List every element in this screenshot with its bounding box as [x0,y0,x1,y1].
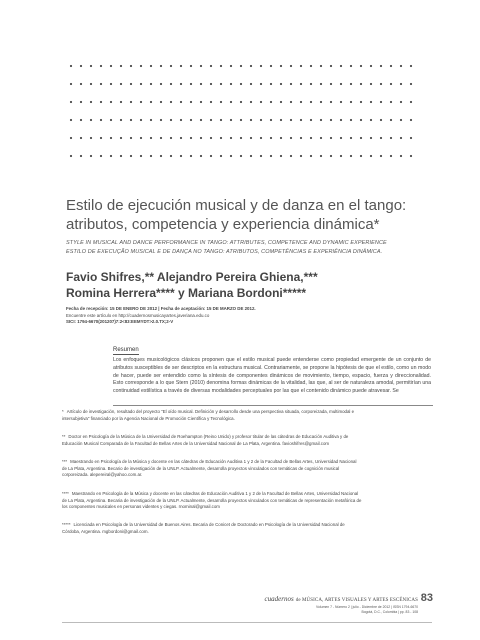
article-title: Estilo de ejecución musical y de danza en el tango: atributos, competencia y experiencia dinámica* [66,197,407,233]
footnote-text: Doctor en Psicología de la Música de la Universidad de Roehampton (Reino Unido) y profesor titular de las cátedras de Educación Auditiva y de Educación Musical Comparada de la Facultad de Bellas Artes de la Universidad Nacional de La Plata, Argentina. favioshifres@gmail.com [62,434,349,446]
footnote-mark: ***** [62,522,71,527]
dot-rule [66,82,416,86]
footnote-mark: **** [62,491,69,496]
footnote [62,459,362,479]
sici-line: SICI: 1794-6670(201207)7:2<83:EEMYDT>2.0.TX;2-V [66,319,174,324]
footnote-mark: * [62,409,64,414]
dates-line: Fecha de recepción: 15 DE ENERO DE 2012 | Fecha de aceptación: 15 DE MARZO DE 2012. [66,306,256,311]
abstract-heading: Resumen [113,347,139,353]
abstract-body: Los enfoques musicológicos clásicos proponen que el estilo musical puede entenderse como propiedad emergente de un conjunto de atributos susceptibles de ser descriptos en la estructura musical. Contrariamente, se propone la hipótesis de que el estilo, como un modo de hacer, puede ser entendido como la síntesis de componentes dinámicos de movimiento, tiempo, espacio, fuerza y direccionalidad. Esto corresponde a lo que Stern (2010) denomina formas dinámicas de la vitalidad, las que, al ser de naturaleza amodal, permitirían una continuidad estilística a través de diversas modalidades perceptuales por las que el contenido dinámico puede atravesar. Se [113,357,431,395]
footnote-mark: ** [62,434,66,439]
issue-info [316,605,418,615]
english-title: STYLE IN MUSICAL AND DANCE PERFORMANCE IN TANGO: ATTRIBUTES, COMPETENCE AND DYNAMIC EXPERIENCE [66,240,387,246]
journal-name [265,595,418,603]
author-list [66,269,446,301]
footnote-text: Artículo de investigación, resultado del proyecto "El oído musical. Definición y desarrollo desde una perspectiva situada, corporeizada, multimodal e intersubjetiva" financiado por la Agencia Nacional de Promoción Científica y Tecnológica. [62,409,355,421]
abstract [113,347,431,401]
journal-title: cuadernos [264,595,294,603]
footnote-text: Licenciada en Psicología de la Universidad de Buenos Aires. Becaria de Conicet de Doctorado en Psicología de la Universidad Nacional de Córdoba, Argentina. mgbordoni@gmail.com. [62,522,345,534]
abstract-divider [113,405,433,406]
footnote [62,491,362,511]
footnote [62,434,362,447]
dot-rule [66,118,416,122]
page-number: 83 [420,592,433,604]
footnote-text: Maestrando en Psicología de la Música y docente en las cátedras de Educación Auditiva 1 y 2 de la Facultad de Bellas Artes, Universidad Nacional de La Plata, Argentina. Becario de investigación de la UNLP. Actualmente, desarrolla proyectos vinculados con temáticas de cognición musical corporeizada. alepereiral@yahoo.com.ar. [62,459,357,478]
footnote-text: Maestrando en Psicología de la Música y docente en las cátedras de Educación Auditiva 1 y 2 de la Facultad de Bellas Artes, Universidad Nacional de La Plata, Argentina. Becaria de investigación de la UNLP. Actualmente, desarrolla proyectos vinculados con temáticas de representación metafórica de los componentes musicales en personas videntes y ciegas. rnominal@gmail.com [62,491,362,510]
author-line: Romina Herrera**** y Mariana Bordoni***** [66,286,307,300]
footnote [62,522,362,535]
dot-rule [66,100,416,104]
article-metadata [66,306,426,326]
issue-line: Volumen 7 - Número 2 | julio - Diciembre de 2012 | ISSN 1794-6670 [315,605,418,609]
footnote [62,409,362,422]
footnote-mark: *** [62,459,68,464]
availability-line: Encuentre este artículo en http://cuadernosmusicayartes.javeriana.edu.co [66,312,210,318]
portuguese-title: ESTILO DE EXECUÇÃO MUSICAL E DE DANÇA NO TANGO: ATRIBUTOS, COMPETÊNCIAS E EXPERIÊNCIA DINÂMICA. [66,249,383,255]
dot-rule [66,64,416,68]
journal-section: de MÚSICA, ARTES VISUALES Y ARTES ESCÉNICAS [295,598,418,603]
author-line: Favio Shifres,** Alejandro Pereira Ghiena,*** [66,270,318,284]
issue-line: Bogotá, D.C., Colombia | pp. 83 - 108 [361,610,418,614]
dot-rule [66,136,416,140]
footer-divider [62,622,432,623]
dot-rule [66,154,416,158]
